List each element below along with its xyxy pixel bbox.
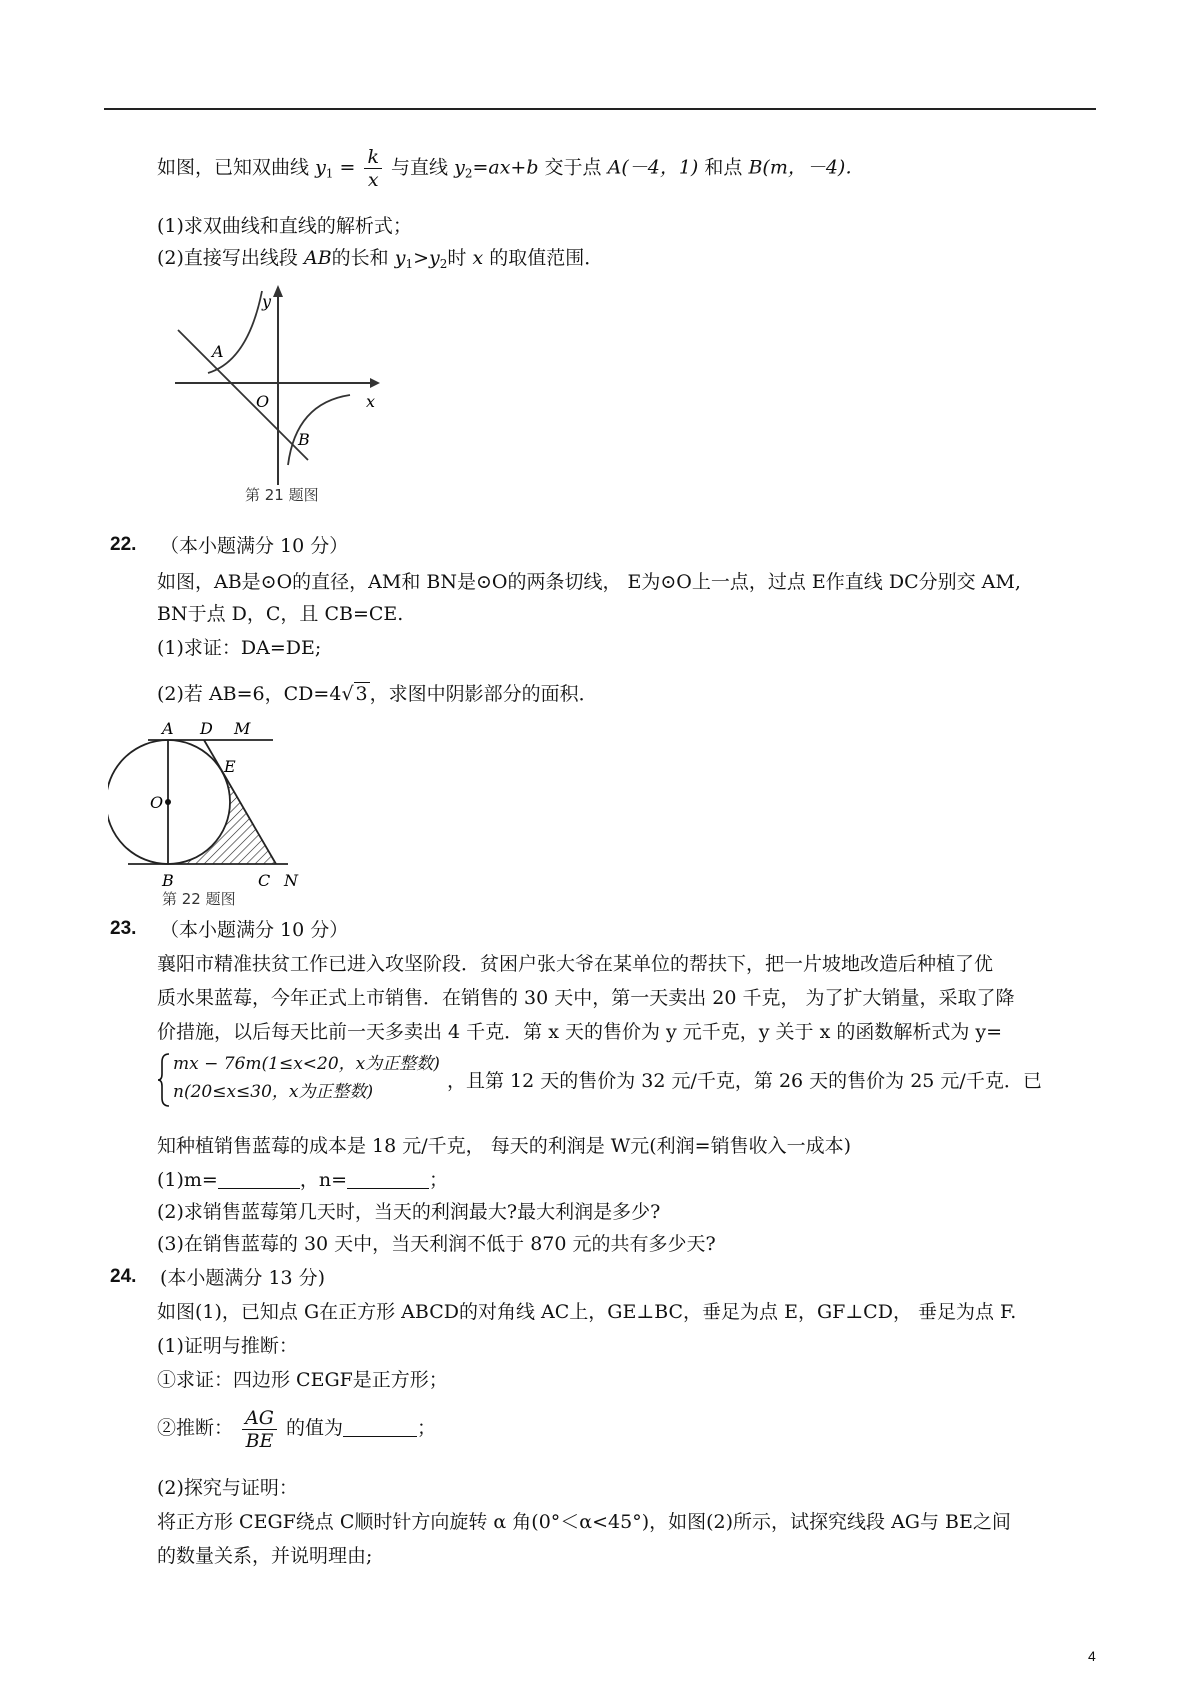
q21-intro-b: 与直线: [391, 156, 449, 179]
q21-point-a: A(－4，1): [607, 156, 699, 179]
q21-eq: =: [339, 156, 356, 179]
q22-part2: [157, 680, 598, 708]
q24-sub1: ①求证：四边形 CEGF是正方形；: [157, 1369, 448, 1391]
header-rule: [104, 108, 1096, 110]
q23-m-blank[interactable]: [218, 1168, 300, 1189]
q24-fraction: [242, 1407, 277, 1452]
q21-intro-d: 和点: [704, 156, 743, 179]
q22-label-m: M: [234, 722, 251, 738]
q22-label-a: A: [162, 722, 174, 738]
q21-part2-text: (2)直接写出线段: [157, 247, 298, 269]
q22-label-e: E: [224, 757, 236, 776]
q23-line5: 知种植销售蓝莓的成本是 18 元/千克， 每天的利润是 W元(利润=销售收入一成本): [157, 1135, 852, 1157]
q24-sub2-b: 的值为: [286, 1417, 344, 1439]
q24-number: 24.: [110, 1266, 137, 1287]
q21-label-b: B: [298, 430, 310, 449]
q21-label-y: y: [262, 292, 272, 311]
q24-line2: 将正方形 CEGF绕点 C顺时针方向旋转 α 角(0°＜α<45°)，如图(2)所示，试探究线段 AG与 BE之间: [157, 1511, 1011, 1533]
q22-shaded-region: [168, 774, 276, 864]
q23-number: 23.: [110, 918, 137, 939]
q23-cases: [173, 1050, 440, 1106]
q24-sub2: [157, 1400, 436, 1456]
q21-y2: y: [454, 156, 465, 179]
q23-part3: (3)在销售蓝莓的 30 天中，当天利润不低于 870 元的共有多少天?: [157, 1233, 716, 1255]
q21-part2-b: 的长和: [331, 247, 389, 269]
q22-sqrt: √ 3: [341, 683, 368, 705]
q23-part1-n-label: ，n=: [299, 1169, 348, 1191]
q22-sqrt-value: 3: [355, 683, 368, 705]
q22-label-n: N: [284, 871, 298, 890]
q24-line1: 如图(1)，已知点 G在正方形 ABCD的对角线 AC上，GE⊥BC，垂足为点 E，GF⊥CD， 垂足为点 F.: [157, 1301, 1017, 1323]
q23-case2: n(20≤x≤30，x为正整数): [173, 1082, 374, 1102]
q22-figure: [108, 722, 308, 906]
q21-point-b: B(m，－4)．: [748, 156, 865, 179]
q22-number: 22.: [110, 534, 137, 555]
q22-part2-b: ，求图中阴影部分的面积．: [369, 683, 598, 705]
q23-part1-m-label: (1)m=: [157, 1169, 218, 1191]
q21-intro: [157, 146, 864, 191]
q24-frac-num: AG: [242, 1407, 277, 1430]
q23-part1: [157, 1166, 448, 1194]
q21-line-expr: =ax+b: [472, 156, 539, 179]
q24-part1: (1)证明与推断：: [157, 1335, 298, 1357]
q21-label-o: O: [256, 392, 270, 411]
q21-label-a: A: [212, 342, 224, 361]
q21-frac-num: k: [364, 146, 382, 169]
q21-part2-y2: y: [429, 247, 440, 269]
q21-part2-gt: >: [413, 247, 430, 269]
q23-line3: 价措施，以后每天比前一天多卖出 4 千克．第 x 天的售价为 y 元千克，y 关于 x 的函数解析式为 y=: [157, 1021, 1003, 1043]
q21-y1-sub: 1: [325, 166, 334, 181]
q22-label-c: C: [258, 871, 271, 890]
q22-line1: 如图，AB是⊙O的直径，AM和 BN是⊙O的两条切线， E为⊙O上一点，过点 E作直线 DC分别交 AM,: [157, 571, 1021, 593]
q21-y-arrow: [273, 285, 283, 297]
q21-part2-d: 的取值范围．: [489, 247, 604, 269]
q23-case1: mx − 76m(1≤x<20，x为正整数): [173, 1054, 440, 1074]
q21-line: [178, 330, 308, 460]
q21-figure: [170, 285, 380, 510]
q21-y1: y: [315, 156, 326, 179]
q23-piecewise: [157, 1050, 1042, 1110]
q23-line1: 襄阳市精准扶贫工作已进入攻坚阶段．贫困户张大爷在某单位的帮扶下，把一片坡地改造后种植了优: [157, 953, 994, 975]
q24-ratio-blank[interactable]: [343, 1416, 417, 1437]
q22-line2: BN于点 D，C，且 CB=CE.: [157, 603, 404, 625]
q22-part2-text: (2)若 AB=6，CD=4: [157, 683, 342, 705]
q24-frac-den: BE: [245, 1429, 274, 1452]
q22-caption: 第 22 题图: [162, 890, 236, 906]
q24-sub2-end: ；: [417, 1417, 437, 1439]
q21-part1: (1)求双曲线和直线的解析式；: [157, 215, 412, 237]
q22-label-o: O: [150, 793, 164, 812]
q23-n-blank[interactable]: [347, 1168, 429, 1189]
q21-part2: [157, 244, 603, 278]
q21-part2-c: 时: [447, 247, 467, 269]
q23-line4-tail: ，且第 12 天的售价为 32 元/千克，第 26 天的售价为 25 元/千克．已: [447, 1070, 1042, 1092]
q21-part2-y2-sub: 2: [439, 257, 448, 271]
q24-sub2-label: ②推断：: [157, 1417, 234, 1439]
q22-part1: (1)求证：DA=DE;: [157, 637, 322, 659]
q23-part1-end: ；: [429, 1169, 449, 1191]
q23-header: （本小题满分 10 分）: [160, 919, 349, 941]
q22-header: （本小题满分 10 分）: [160, 535, 349, 557]
q21-caption: 第 21 题图: [245, 486, 319, 504]
q23-part2: (2)求销售蓝莓第几天时，当天的利润最大?最大利润是多少?: [157, 1201, 661, 1223]
q22-label-d: D: [200, 722, 213, 738]
q21-part2-y1-sub: 1: [405, 257, 414, 271]
q21-y2-sub: 2: [464, 166, 473, 181]
q21-x-arrow: [370, 378, 380, 388]
q22-label-b: B: [162, 871, 174, 890]
page-number: 4: [1088, 1648, 1096, 1664]
q24-header: (本小题满分 13 分): [160, 1267, 326, 1289]
q21-fraction: [364, 146, 382, 191]
q21-intro-c: 交于点: [544, 156, 602, 179]
q21-part2-x: x: [472, 247, 484, 269]
q23-line2: 质水果蓝莓，今年正式上市销售．在销售的 30 天中，第一天卖出 20 千克， 为了扩大销量，采取了降: [157, 987, 1015, 1009]
q24-line3: 的数量关系，并说明理由;: [157, 1545, 373, 1567]
q21-frac-den: x: [367, 169, 379, 191]
q23-brace: [157, 1052, 171, 1108]
q24-part2: (2)探究与证明：: [157, 1477, 298, 1499]
q21-part2-y1: y: [394, 247, 406, 269]
q22-center-dot: [165, 799, 171, 805]
q21-intro-text: 如图，已知双曲线: [157, 156, 310, 179]
q21-part2-ab: AB: [303, 247, 332, 269]
q21-label-x: x: [366, 392, 376, 411]
